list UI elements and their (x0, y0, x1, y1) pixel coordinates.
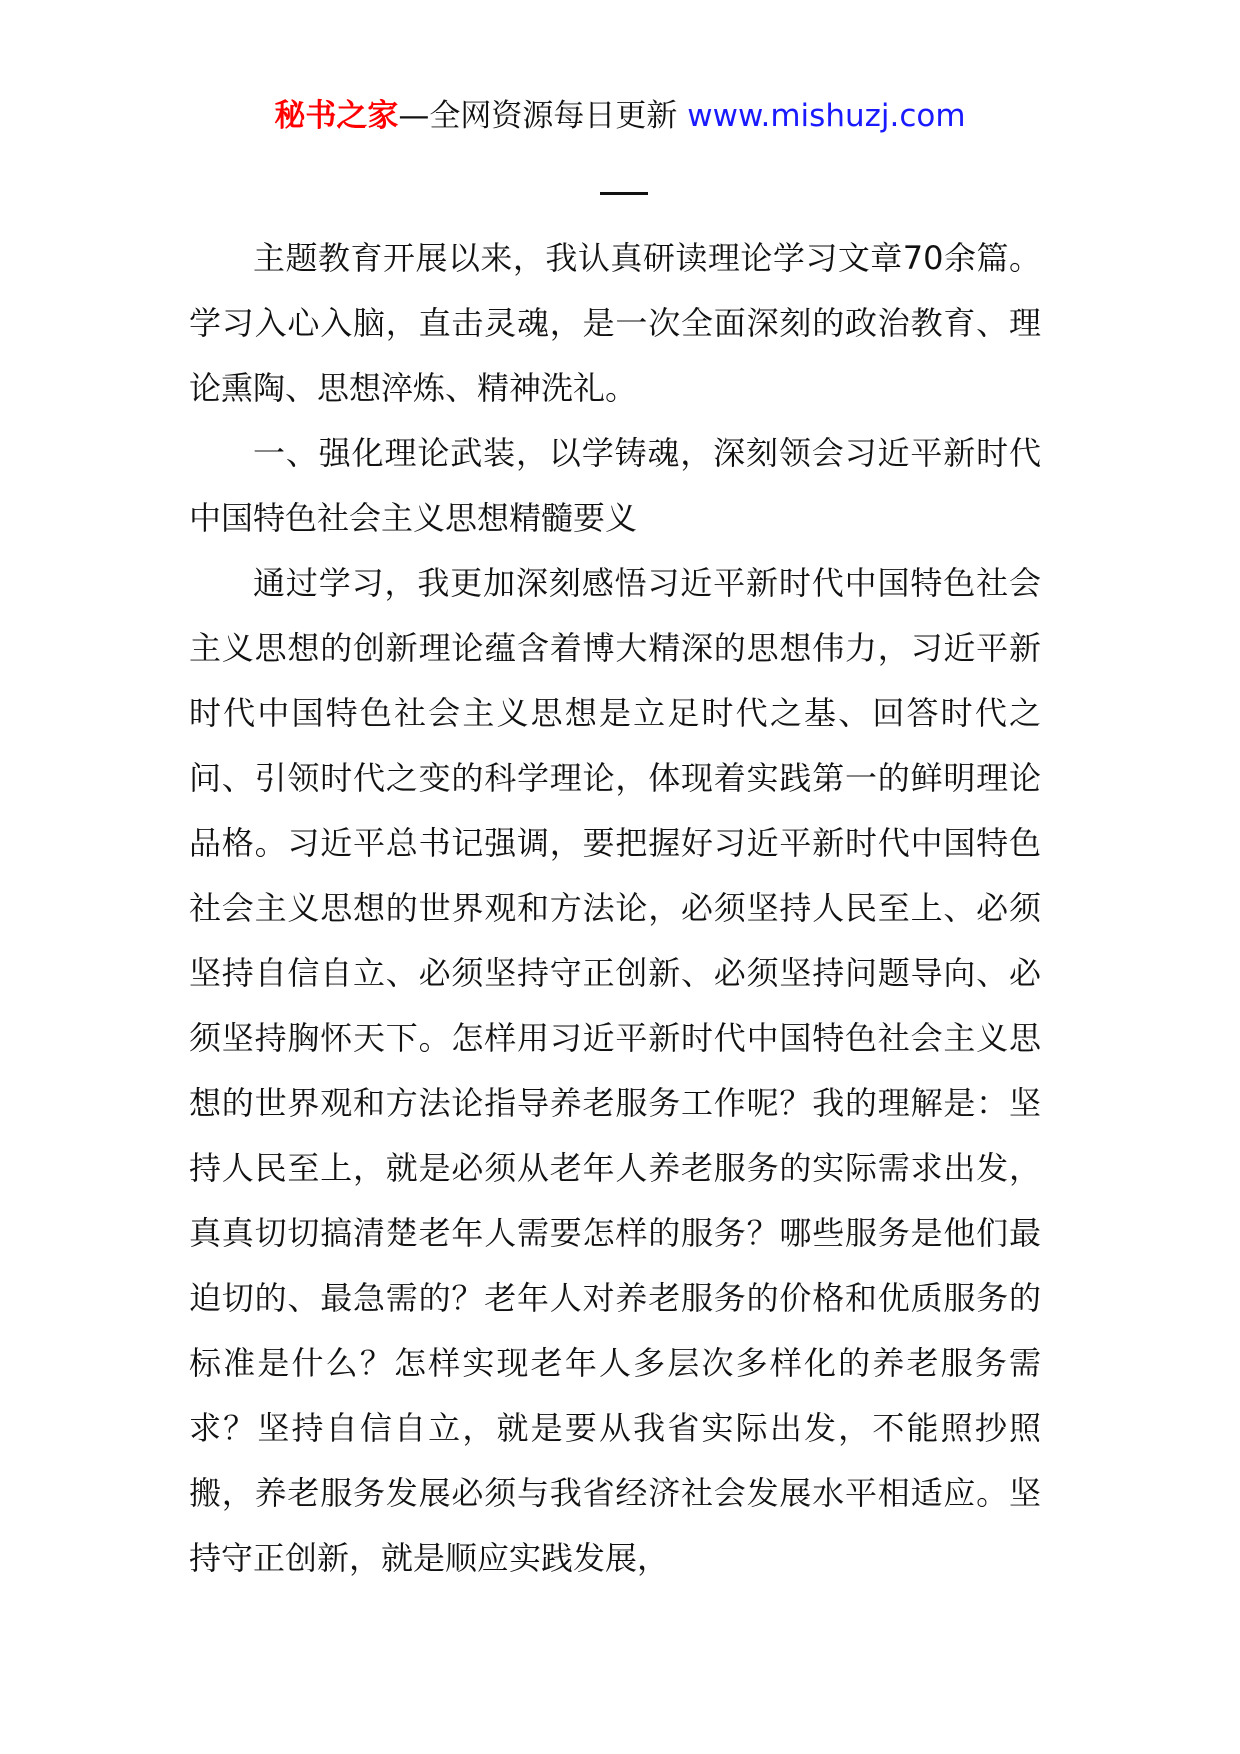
header-divider (600, 192, 648, 195)
brand-name: 秘书之家 (274, 98, 399, 134)
header-tagline: —全网资源每日更新 (398, 98, 688, 134)
intro-paragraph: 主题教育开展以来，我认真研读理论学习文章70余篇。学习入心入脑，直击灵魂，是一次全面深刻的政治教育、理论熏陶、思想淬炼、精神洗礼。 (189, 239, 1041, 407)
document-body (189, 226, 1041, 1591)
page-header (0, 96, 1240, 136)
section-heading: 一、强化理论武装，以学铸魂，深刻领会习近平新时代中国特色社会主义思想精髓要义 (189, 434, 1041, 537)
website-link[interactable]: www.mishuzj.com (687, 98, 966, 134)
body-paragraph: 通过学习，我更加深刻感悟习近平新时代中国特色社会主义思想的创新理论蕴含着博大精深的思想伟力，习近平新时代中国特色社会主义思想是立足时代之基、回答时代之问、引领时代之变的科学理论，体现着实践第一的鲜明理论品格。习近平总书记强调，要把握好习近平新时代中国特色社会主义思想的世界观和方法论，必须坚持人民至上、必须坚持自信自立、必须坚持守正创新、必须坚持问题导向、必须坚持胸怀天下。怎样用习近平新时代中国特色社会主义思想的世界观和方法论指导养老服务工作呢？我的理解是：坚持人民至上，就是必须从老年人养老服务的实际需求出发，真真切切搞清楚老年人需要怎样的服务？哪些服务是他们最迫切的、最急需的？老年人对养老服务的价格和优质服务的标准是什么？怎样实现老年人多层次多样化的养老服务需求？坚持自信自立，就是要从我省实际出发，不能照抄照搬，养老服务发展必须与我省经济社会发展水平相适应。坚持守正创新，就是顺应实践发展， (189, 564, 1041, 1577)
